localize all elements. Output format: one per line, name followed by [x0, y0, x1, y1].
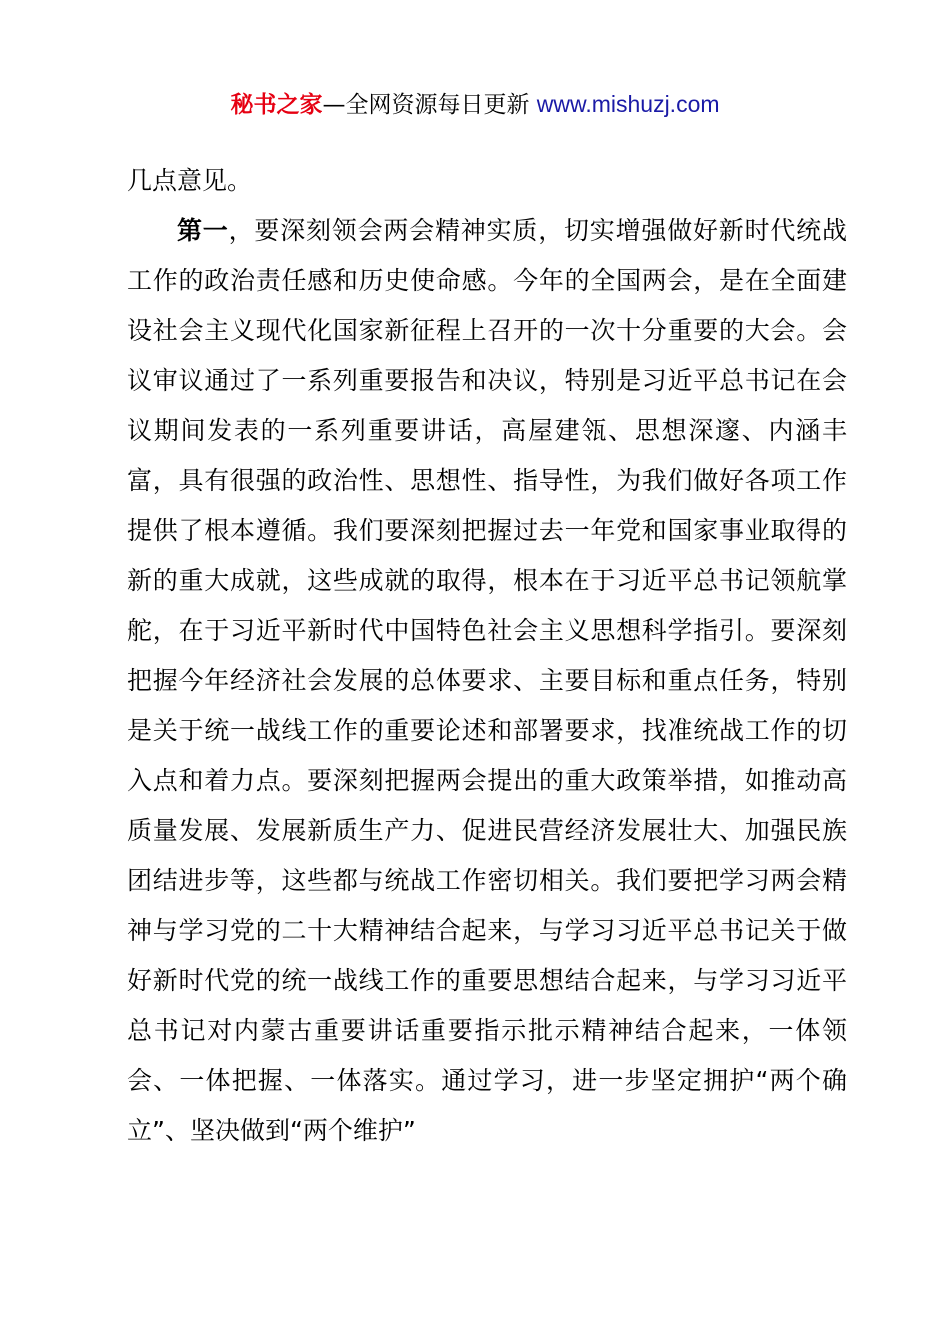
paragraph-2-text: ，要深刻领会两会精神实质，切实增强做好新时代统战工作的政治责任感和历史使命感。今年的全国两会，是在全面建设社会主义现代化国家新征程上召开的一次十分重要的大会。会议审议通过了一系列重要报告和决议，特别是习近平总书记在会议期间发表的一系列重要讲话，高屋建瓴、思想深邃、内涵丰富，具有很强的政治性、思想性、指导性，为我们做好各项工作提供了根本遵循。我们要深刻把握过去一年党和国家事业取得的新的重大成就，这些成就的取得，根本在于习近平总书记领航掌舵，在于习近平新时代中国特色社会主义思想科学指引。要深刻把握今年经济社会发展的总体要求、主要目标和重点任务，特别是关于统一战线工作的重要论述和部署要求，找准统战工作的切入点和着力点。要深刻把握两会提出的重大政策举措，如推动高质量发展、发展新质生产力、促进民营经济发展壮大、加强民族团结进步等，这些都与统战工作密切相关。我们要把学习两会精神与学习党的二十大精神结合起来，与学习习近平总书记关于做好新时代党的统一战线工作的重要思想结合起来，与学习习近平总书记对内蒙古重要讲话重要指示批示精神结合起来，一体领会、一体把握、一体落实。通过学习，进一步坚定拥护“两个确立”、坚决做到“两个维护” [127, 216, 847, 1145]
header-brand: 秘书之家 [230, 92, 323, 118]
header-tagline: —全网资源每日更新 [322, 92, 537, 118]
paragraph-2-lead: 第一 [177, 216, 229, 245]
document-body [127, 156, 847, 1156]
paragraph-1: 几点意见。 [127, 166, 253, 195]
header-site-link[interactable]: www.mishuzj.com [536, 91, 720, 117]
page-header [0, 86, 950, 123]
paragraph-2 [127, 206, 847, 1156]
